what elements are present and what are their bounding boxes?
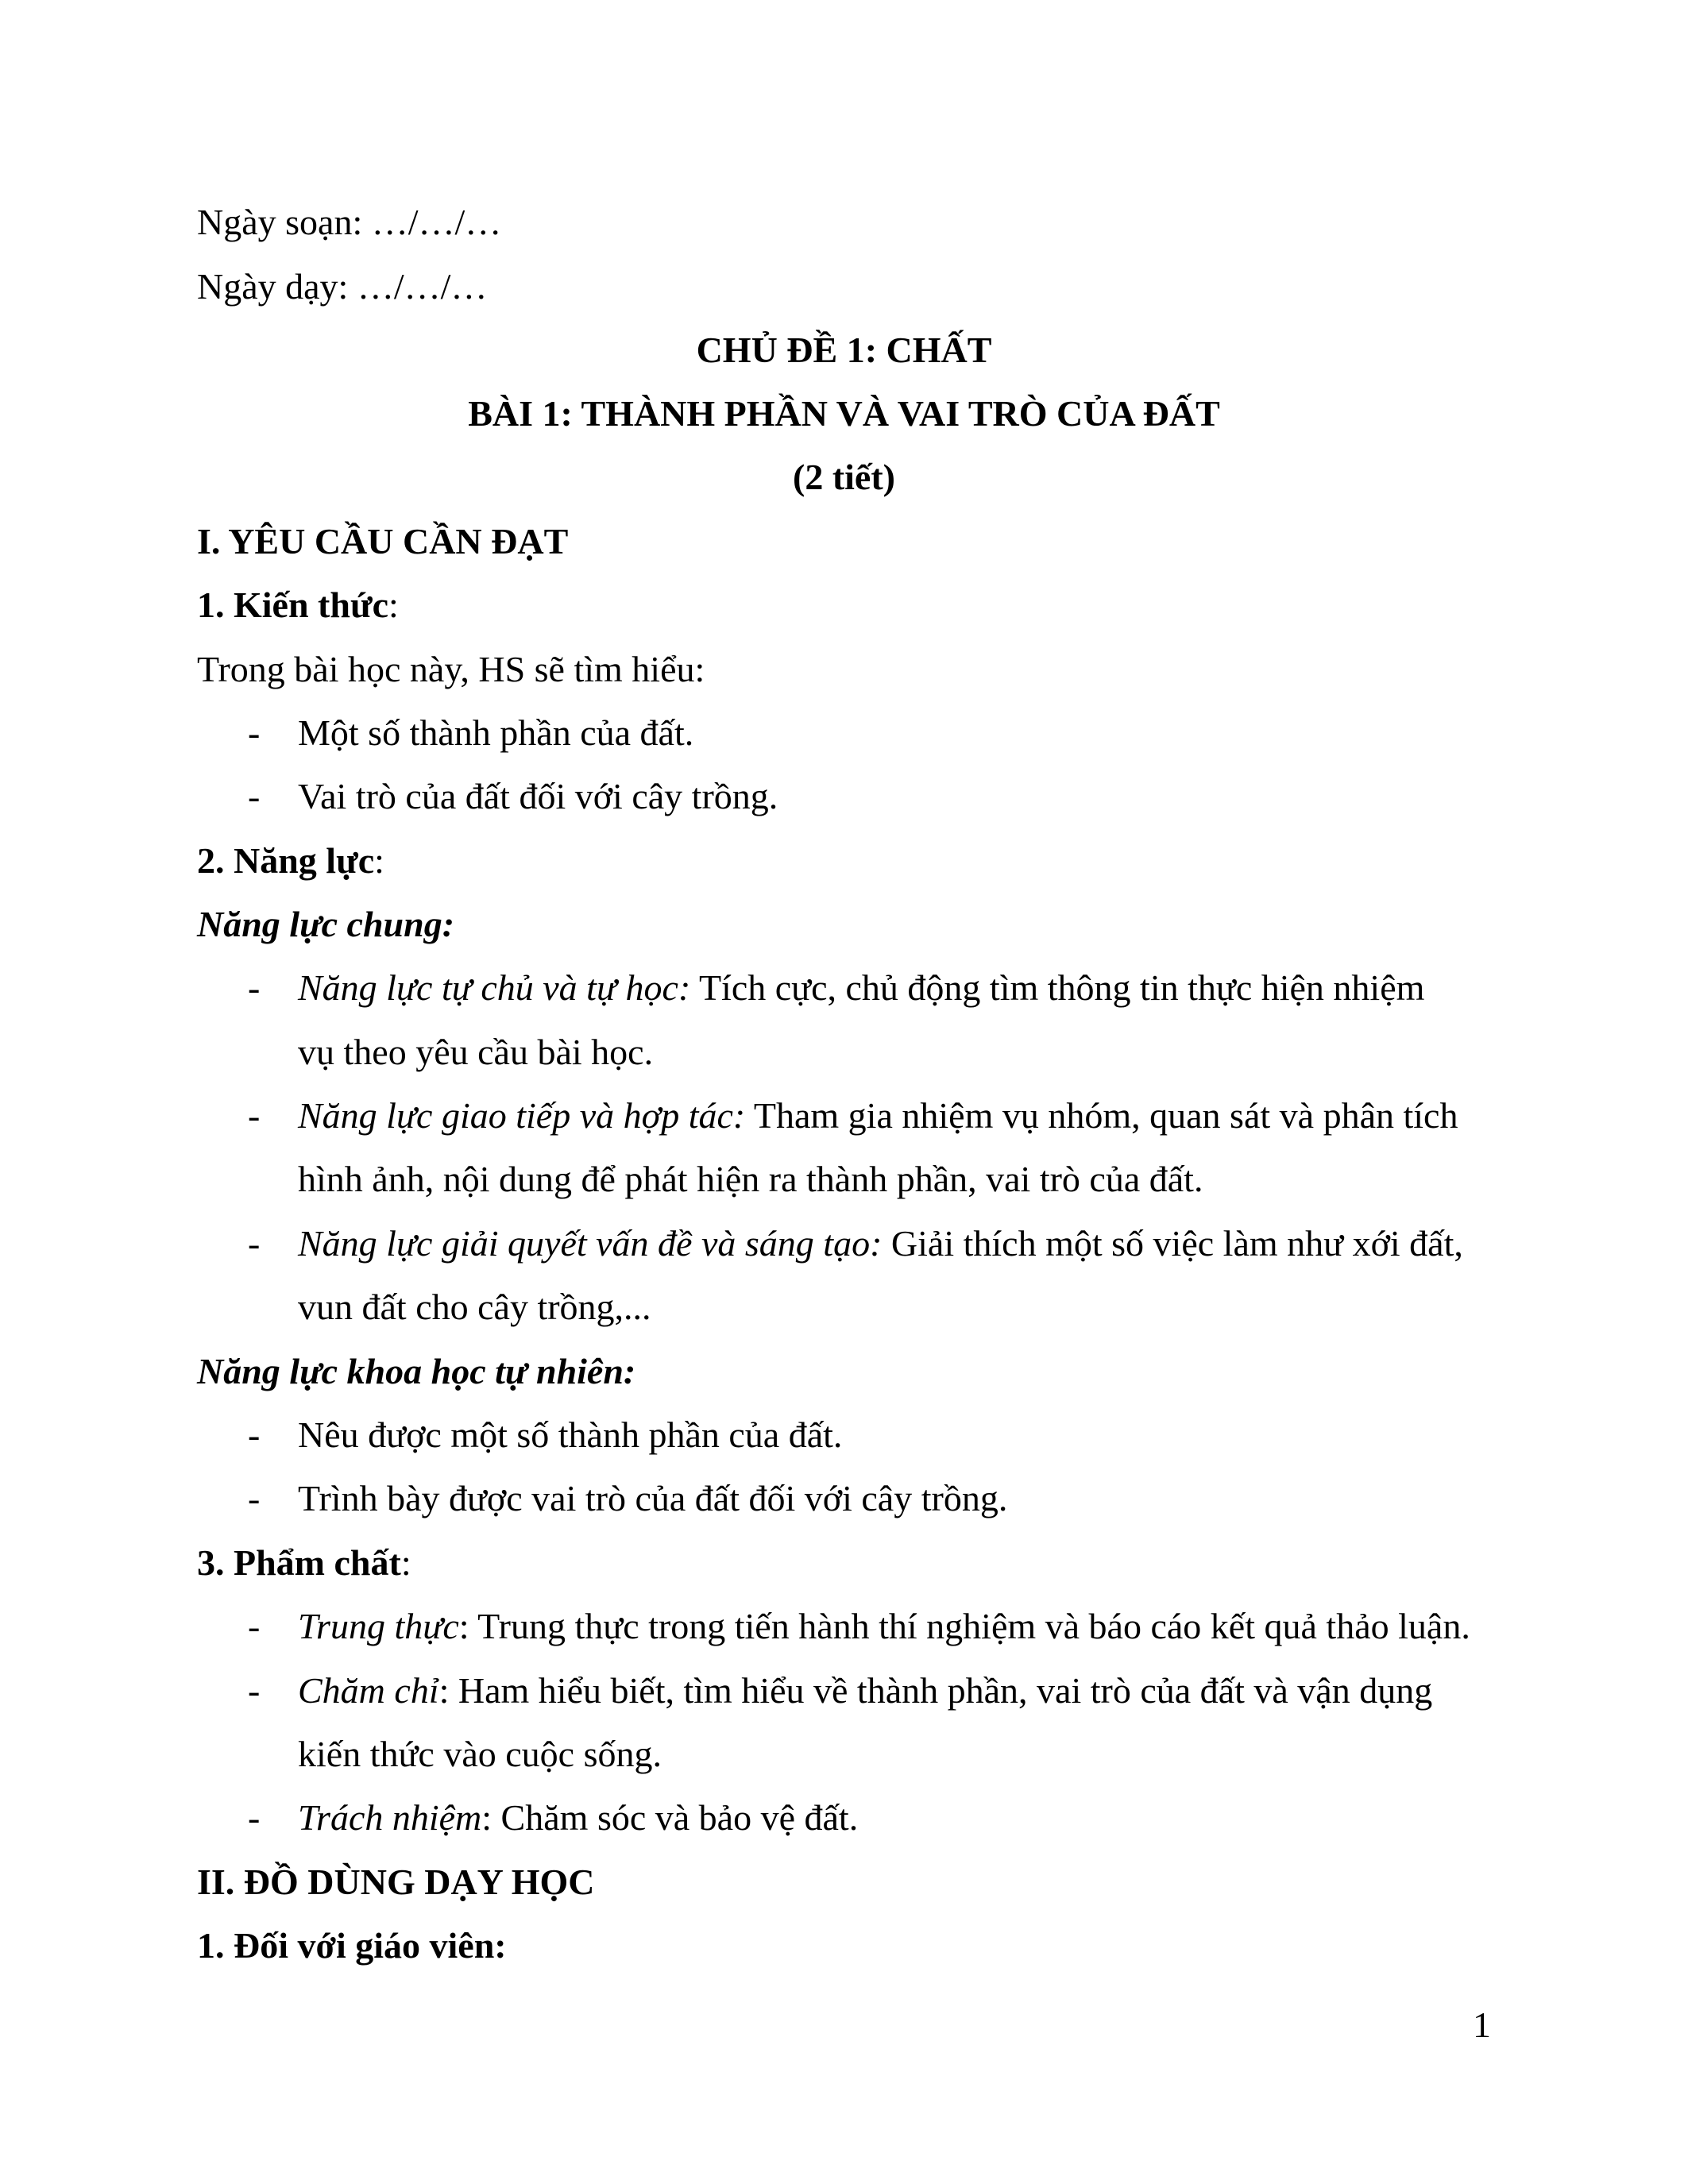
- qualities-heading: 3. Phẩm chất: [197, 1542, 401, 1583]
- bullet-dash: -: [248, 1095, 261, 1136]
- quality-item-3-text: : Chăm sóc và bảo vệ đất.: [481, 1797, 859, 1838]
- general-item-3-text: Giải thích một số việc làm như xới đất,: [882, 1223, 1463, 1264]
- quality-item-2-line1: [298, 1670, 1433, 1711]
- general-item-1-label: Năng lực tự chủ và tự học:: [298, 967, 691, 1008]
- qualities-heading-line: [197, 1542, 411, 1583]
- general-item-1-line1: [298, 967, 1425, 1008]
- competence-heading: 2. Năng lực: [197, 840, 375, 881]
- knowledge-colon: :: [388, 585, 399, 625]
- prep-date: Ngày soạn: …/…/…: [197, 202, 502, 242]
- quality-item-2-line2: kiến thức vào cuộc sống.: [298, 1734, 662, 1774]
- bullet-dash: -: [248, 1223, 261, 1264]
- quality-item-1-line1: [298, 1608, 1470, 1645]
- page-number: 1: [1473, 2005, 1491, 2045]
- knowledge-intro: Trong bài học này, HS sẽ tìm hiểu:: [197, 649, 705, 689]
- science-competence-heading: Năng lực khoa học tự nhiên:: [197, 1351, 636, 1391]
- general-item-1-text: Tích cực, chủ động tìm thông tin thực hiện nhiệm: [690, 967, 1425, 1008]
- knowledge-item-2: Vai trò của đất đối với cây trồng.: [298, 776, 778, 816]
- knowledge-heading-line: [197, 587, 399, 623]
- general-item-2-text: Tham gia nhiệm vụ nhóm, quan sát và phân tích: [745, 1095, 1458, 1136]
- quality-item-1-text: : Trung thực trong tiến hành thí nghiệm và báo cáo kết quả thảo luận.: [458, 1606, 1470, 1646]
- competence-colon: :: [374, 840, 384, 881]
- quality-item-3-label: Trách nhiệm: [298, 1797, 482, 1838]
- general-item-1-line2: vụ theo yêu cầu bài học.: [298, 1032, 654, 1072]
- quality-item-2-label: Chăm chỉ: [298, 1670, 439, 1711]
- competence-heading-line: [197, 840, 384, 881]
- science-item-1: Nêu được một số thành phần của đất.: [298, 1414, 843, 1455]
- bullet-dash: -: [248, 967, 261, 1008]
- general-item-2-line1: [298, 1095, 1458, 1136]
- qualities-colon: :: [400, 1542, 411, 1583]
- section-1-heading: I. YÊU CẦU CẦN ĐẠT: [197, 521, 569, 561]
- knowledge-item-1: Một số thành phần của đất.: [298, 712, 694, 753]
- bullet-dash: -: [248, 1606, 261, 1646]
- knowledge-heading: 1. Kiến thức: [197, 585, 388, 625]
- general-item-3-line2: vun đất cho cây trồng,...: [298, 1287, 651, 1327]
- quality-item-1-label: Trung thực: [298, 1606, 459, 1646]
- periods-label: (2 tiết): [793, 457, 895, 497]
- quality-item-3-line1: [298, 1797, 859, 1838]
- bullet-dash: -: [248, 1478, 261, 1518]
- quality-item-2-text: : Ham hiểu biết, tìm hiểu về thành phần, vai trò của đất và vận dụng: [438, 1670, 1433, 1711]
- general-competence-heading: Năng lực chung:: [197, 904, 455, 944]
- teach-date: Ngày dạy: …/…/…: [197, 266, 488, 307]
- section-2-heading: II. ĐỒ DÙNG DẠY HỌC: [197, 1862, 595, 1902]
- lesson-title: BÀI 1: THÀNH PHẦN VÀ VAI TRÒ CỦA ĐẤT: [468, 393, 1220, 434]
- general-item-2-line2: hình ảnh, nội dung để phát hiện ra thành phần, vai trò của đất.: [298, 1159, 1203, 1199]
- bullet-dash: -: [248, 776, 261, 816]
- topic-title: CHỦ ĐỀ 1: CHẤT: [696, 330, 992, 370]
- general-item-2-label: Năng lực giao tiếp và hợp tác:: [298, 1095, 746, 1136]
- bullet-dash: -: [248, 1670, 261, 1711]
- general-item-3-label: Năng lực giải quyết vấn đề và sáng tạo:: [298, 1223, 883, 1264]
- bullet-dash: -: [248, 1797, 261, 1838]
- bullet-dash: -: [248, 1414, 261, 1455]
- general-item-3-line1: [298, 1225, 1463, 1262]
- teacher-heading: 1. Đối với giáo viên:: [197, 1925, 507, 1966]
- science-item-2: Trình bày được vai trò của đất đối với cây trồng.: [298, 1478, 1008, 1518]
- bullet-dash: -: [248, 712, 261, 753]
